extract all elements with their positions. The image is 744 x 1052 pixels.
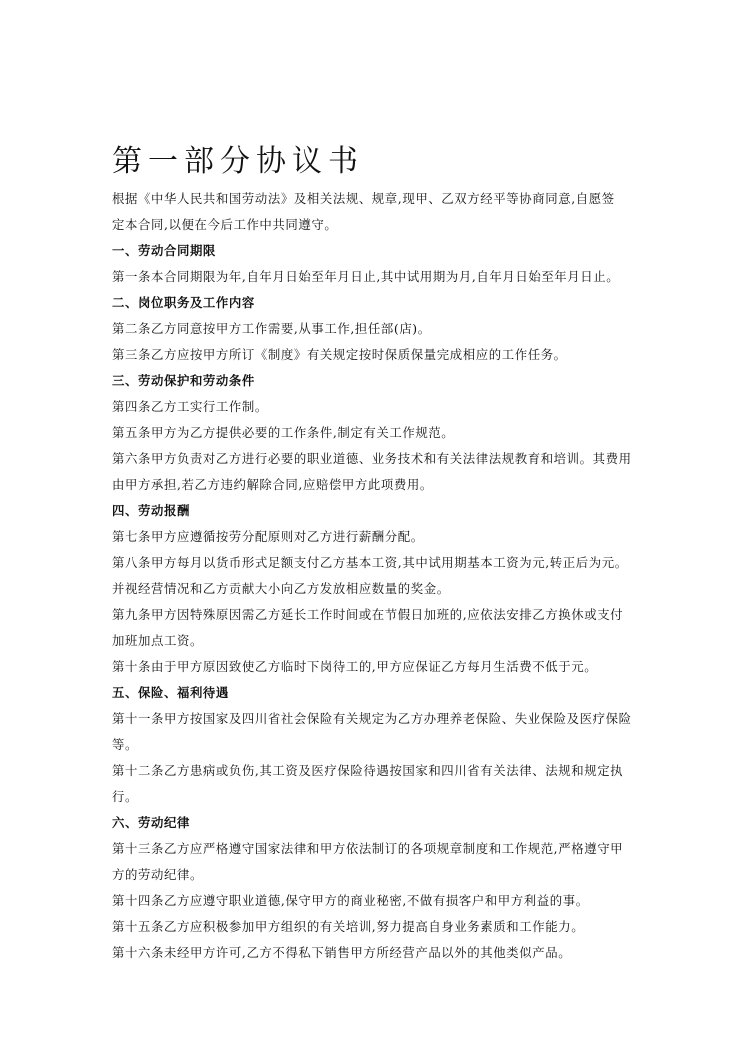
paragraph [112,836,637,888]
paragraph-line: 第十四条乙方应遵守职业道德,保守甲方的商业秘密,不做有损客户和甲方利益的事。 [112,893,589,908]
section-heading-text: 六、劳动纪律 [112,815,190,830]
paragraph-line: 第八条甲方每月以货币形式足额支付乙方基本工资,其中试用期基本工资为元,转正后为元。 [112,555,628,570]
paragraph-line: 第一条本合同期限为年,自年月日始至年月日止,其中试用期为月,自年月日始至年月日止。 [112,269,620,284]
paragraph-line: 第十五条乙方应积极参加甲方组织的有关培训,努力提高自身业务素质和工作能力。 [112,919,585,934]
paragraph-line: 第十二条乙方患病或负伤,其工资及医疗保险待遇按国家和四川省有关法律、法规和规定执 [112,763,624,778]
paragraph [112,758,637,810]
paragraph-line: 第九条甲方因特殊原因需乙方延长工作时间或在节假日加班的,应依法安排乙方换休或支付 [112,607,624,622]
section-heading [112,238,637,264]
paragraph [112,446,637,498]
paragraph [112,602,637,654]
section-heading-text: 五、保险、福利待遇 [112,685,229,700]
paragraph [112,550,637,602]
paragraph [112,420,637,446]
paragraph [112,394,637,420]
section-heading [112,498,637,524]
paragraph-line: 第三条乙方应按甲方所订《制度》有关规定按时保质保量完成相应的工作任务。 [112,347,567,362]
paragraph [112,888,637,914]
paragraph-line: 根据《中华人民共和国劳动法》及相关法规、规章,现甲、乙双方经平等协商同意,自愿签 [112,191,615,206]
section-heading-text: 二、岗位职务及工作内容 [112,295,255,310]
section-heading [112,290,637,316]
paragraph [112,940,637,966]
paragraph-line: 等。 [112,737,138,752]
paragraph-line: 第十一条甲方按国家及四川省社会保险有关规定为乙方办理养老保险、失业保险及医疗保险 [112,711,632,726]
paragraph [112,706,637,758]
paragraph-line: 第七条甲方应遵循按劳分配原则对乙方进行薪酬分配。 [112,529,424,544]
page-title: 第一部分协议书 [112,144,364,179]
section-heading-text: 三、劳动保护和劳动条件 [112,373,255,388]
section-heading [112,368,637,394]
paragraph-line: 方的劳动纪律。 [112,867,203,882]
paragraph [112,524,637,550]
paragraph-line: 行。 [112,789,138,804]
paragraph-line: 第六条甲方负责对乙方进行必要的职业道德、业务技术和有关法律法规教育和培训。其费用 [112,451,632,466]
paragraph-line: 并视经营情况和乙方贡献大小向乙方发放相应数量的奖金。 [112,581,450,596]
document-body [112,186,637,966]
section-heading-text: 一、劳动合同期限 [112,243,216,258]
paragraph-line: 第四条乙方工实行工作制。 [112,399,268,414]
paragraph-line: 第十六条未经甲方许可,乙方不得私下销售甲方所经营产品以外的其他类似产品。 [112,945,572,960]
paragraph [112,342,637,368]
paragraph-line: 第十三条乙方应严格遵守国家法律和甲方依法制订的各项规章制度和工作规范,严格遵守甲 [112,841,624,856]
paragraph [112,914,637,940]
paragraph-line: 第十条由于甲方原因致使乙方临时下岗待工的,甲方应保证乙方每月生活费不低于元。 [112,659,598,674]
paragraph-line: 定本合同,以便在今后工作中共同遵守。 [112,217,338,232]
section-heading-text: 四、劳动报酬 [112,503,190,518]
section-heading [112,680,637,706]
paragraph-line: 由甲方承担,若乙方违约解除合同,应赔偿甲方此项费用。 [112,477,433,492]
paragraph-line: 加班加点工资。 [112,633,203,648]
paragraph [112,186,637,238]
paragraph [112,264,637,290]
paragraph [112,316,637,342]
paragraph-line: 第二条乙方同意按甲方工作需要,从事工作,担任部(店)。 [112,321,431,336]
paragraph [112,654,637,680]
section-heading [112,810,637,836]
paragraph-line: 第五条甲方为乙方提供必要的工作条件,制定有关工作规范。 [112,425,455,440]
